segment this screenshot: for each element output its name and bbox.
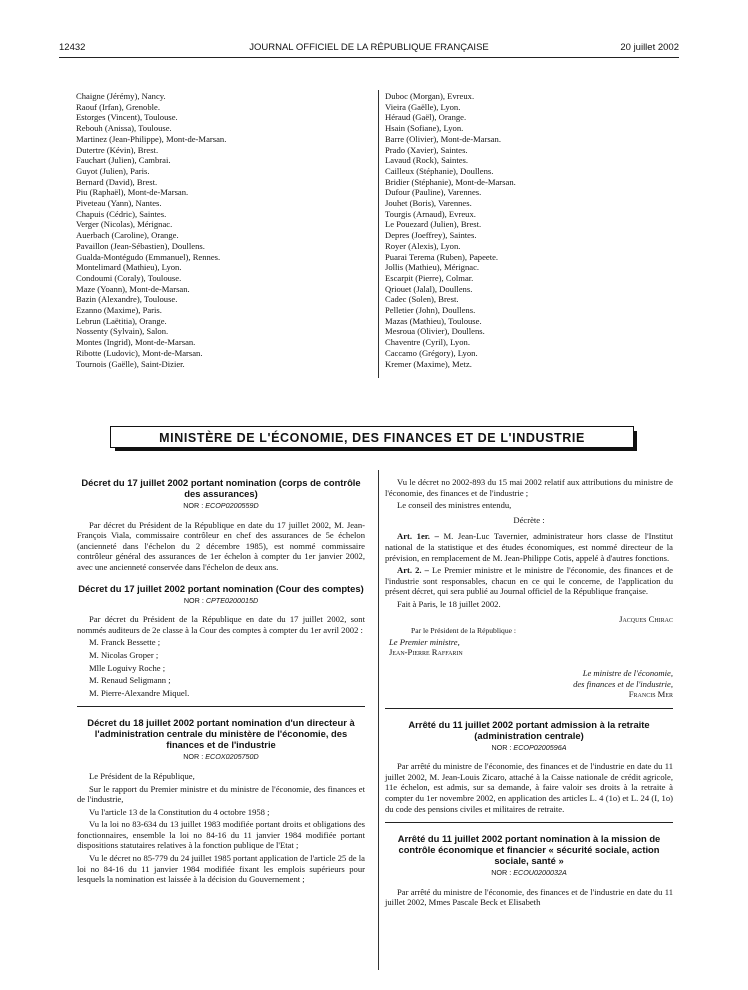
nor-reference: NOR : ECOP0200596A: [491, 742, 567, 752]
name-entry: Pelletier (John), Doullens.: [385, 305, 476, 316]
name-entry: Depres (Joeffrey), Saintes.: [385, 230, 477, 241]
name-entry: Verger (Nicolas), Mérignac.: [76, 219, 173, 230]
name-entry: Condoumi (Coraly), Toulouse.: [76, 272, 182, 283]
name-entry: Royer (Alexis), Lyon.: [385, 240, 461, 251]
name-entry: Nossenty (Sylvain), Salon.: [76, 326, 169, 337]
arrete-body: Par arrêté du ministre de l'économie, des finances et de l'industrie en date du 11 juillet 2002, Mmes Pascale Beck et Elisabeth: [385, 886, 673, 908]
left-column: [77, 477, 365, 887]
ministry-banner: MINISTÈRE DE L'ÉCONOMIE, DES FINANCES ET DE L'INDUSTRIE: [110, 426, 634, 448]
name-entry: Caccamo (Grégory), Lyon.: [385, 347, 478, 358]
name-entry: Tourgis (Arnaud), Evreux.: [385, 208, 476, 219]
decree-title: Décret du 17 juillet 2002 portant nomination (Cour des comptes): [78, 582, 364, 594]
name-entry: Maze (Yoann), Mont-de-Marsan.: [76, 283, 190, 294]
name-entry: Raouf (Irfan), Grenoble.: [76, 101, 160, 112]
name-entry: Duboc (Morgan), Evreux.: [385, 91, 475, 101]
name-entry: Jollis (Mathieu), Mérignac.: [385, 262, 480, 273]
name-entry: Mesroua (Olivier), Doullens.: [385, 326, 485, 337]
section-rule: [77, 706, 365, 707]
visa-paragraph: Sur le rapport du Premier ministre et du ministre de l'économie, des finances et de l'industrie,: [77, 783, 365, 805]
name-entry: Bazin (Alexandre), Toulouse.: [76, 294, 178, 305]
decree-visas: [77, 771, 365, 885]
decree-body: Par décret du Président de la République en date du 17 juillet 2002, M. Jean-François Viala, commissaire contrôleur en chef des assurances de 5e échelon (ancienneté dans l'échelon du 2 décembre 1985), est nommé commissaire contrôleur général des assurances de 1er échelon à compter du 1er janvier 2002, avec une ancienneté conservée dans l'échelon de deux ans.: [77, 519, 365, 572]
name-entry: Chaventre (Cyril), Lyon.: [385, 337, 470, 348]
header-rule: [59, 57, 679, 58]
page-number: 12432: [59, 42, 86, 53]
name-entry: Bernard (David), Brest.: [76, 176, 158, 187]
column-divider-top: [378, 90, 379, 378]
arrete-title: Arrêté du 11 juillet 2002 portant nomination à la mission de contrôle économique et financier « sécurité sociale, action sociale, santé »: [397, 833, 661, 867]
name-entry: Auerbach (Caroline), Orange.: [76, 230, 179, 241]
minister-title-1: Le ministre de l'économie,: [582, 667, 673, 678]
article-2: Art. 2. – Le Premier ministre et le ministre de l'économie, des finances et de l'industrie sont responsables, chacun en ce qui le concerne, de l'application du présent décret, qui sera publié au Journal officiel de la République française.: [385, 565, 673, 597]
name-entry: Pavaillon (Jean-Sébastien), Doullens.: [76, 240, 205, 251]
name-entry: Hsain (Sofiane), Lyon.: [385, 123, 464, 134]
par-le-president: Par le Président de la République :: [411, 626, 517, 636]
name-entry: Kremer (Maxime), Metz.: [385, 358, 472, 369]
name-entry: Chaigne (Jérémy), Nancy.: [76, 91, 166, 101]
name-entry: Mazas (Mathieu), Toulouse.: [385, 315, 482, 326]
name-entry: Montelimard (Mathieu), Lyon.: [76, 262, 182, 273]
arrete-title: Arrêté du 11 juillet 2002 portant admission à la retraite (administration centrale): [408, 718, 650, 741]
decree-title: Décret du 18 juillet 2002 portant nomination d'un directeur à l'administration centrale du ministère de l'économie, des finances et de l'industrie: [87, 717, 355, 751]
signing-place-date: Fait à Paris, le 18 juillet 2002.: [397, 598, 501, 609]
name-entry: Dufour (Pauline), Varennes.: [385, 187, 482, 198]
name-entry: Héraud (Gaël), Orange.: [385, 112, 467, 123]
auditor-item: M. Pierre-Alexandre Miquel.: [89, 687, 190, 698]
auditor-item: M. Renaud Seligmann ;: [89, 675, 171, 686]
name-entry: Lebrun (Laëtitia), Orange.: [76, 315, 167, 326]
name-entry: Montes (Ingrid), Mont-de-Marsan.: [76, 337, 196, 348]
name-entry: Martinez (Jean-Philippe), Mont-de-Marsan.: [76, 133, 227, 144]
name-entry: Dutertre (Kévin), Brest.: [76, 144, 159, 155]
auditor-item: Mlle Loguivy Roche ;: [89, 662, 166, 673]
column-divider-bottom: [378, 470, 379, 970]
name-entry: Fauchart (Julien), Cambrai.: [76, 155, 171, 166]
nor-reference: NOR : ECOP0200559D: [183, 501, 259, 510]
name-entry: Ezanno (Maxime), Paris.: [76, 305, 162, 316]
pm-name: Jean-Pierre Raffarin: [389, 647, 463, 658]
name-entry: Gualda-Montégudo (Emmanuel), Rennes.: [76, 251, 221, 262]
decrete-heading: Décrète :: [513, 514, 545, 525]
names-list-right: [385, 91, 516, 369]
name-entry: Jouhet (Boris), Varennes.: [385, 198, 472, 209]
name-entry: Piu (Raphaël), Mont-de-Marsan.: [76, 187, 189, 198]
name-entry: Le Pouezard (Julien), Brest.: [385, 219, 482, 230]
name-entry: Cailleux (Stéphanie), Doullens.: [385, 165, 494, 176]
name-entry: Escarpit (Pierre), Colmar.: [385, 272, 474, 283]
name-entry: Rebouh (Anissa), Toulouse.: [76, 123, 172, 134]
visa-paragraph: Vu l'article 13 de la Constitution du 4 octobre 1958 ;: [89, 806, 270, 817]
nor-reference: NOR : ECOU0200032A: [491, 868, 567, 878]
auditors-list: [77, 637, 365, 698]
name-entry: Puarai Terema (Ruben), Papeete.: [385, 251, 499, 262]
article-1: Art. 1er. – M. Jean-Luc Tavernier, administrateur hors classe de l'Institut national de la statistique et des études économiques, est nommé directeur de la prévision, en remplacement de M. Jean-Philippe Cotis, appelé à d'autres fonctions.: [385, 531, 673, 563]
name-entry: Cadec (Solen), Brest.: [385, 294, 459, 305]
visa-paragraph: Le Président de la République,: [89, 770, 195, 781]
arrete-body: Par arrêté du ministre de l'économie, des finances et de l'industrie en date du 11 juillet 2002, M. Jean-Louis Zicaro, attaché à la Caisse nationale de crédit agricole, 11e échelon, est admis, sur sa demande, à faire valoir ses droits à la retraite à compter du 1er novembre 2002, en application des articles L. 4 (1o) et L. 24 (I, 1o) du code des pensions civiles et militaires de retraite.: [385, 761, 673, 814]
name-entry: Barre (Olivier), Mont-de-Marsan.: [385, 133, 501, 144]
name-entry: Estorges (Vincent), Toulouse.: [76, 112, 178, 123]
pm-title: Le Premier ministre,: [389, 636, 460, 647]
section-rule: [385, 822, 673, 823]
name-entry: Bridier (Stéphanie), Mont-de-Marsan.: [385, 176, 516, 187]
minister-title-2: des finances et de l'industrie,: [573, 678, 673, 689]
journal-title: JOURNAL OFFICIEL DE LA RÉPUBLIQUE FRANÇAISE: [249, 42, 489, 53]
decree-title: Décret du 17 juillet 2002 portant nomination (corps de contrôle des assurances): [81, 477, 361, 499]
names-list-left: [76, 91, 226, 369]
name-entry: Ribotte (Ludovic), Mont-de-Marsan.: [76, 347, 203, 358]
decree-visa: Vu le décret no 2002-893 du 15 mai 2002 relatif aux attributions du ministre de l'économie, des finances et de l'industrie ;: [385, 477, 673, 498]
right-column: [385, 477, 673, 910]
visa-paragraph: Vu le décret no 85-779 du 24 juillet 1985 portant application de l'article 25 de la loi no 84-16 du 11 janvier 1984 modifiée fixant les emplois supérieurs pour lesquels la nomination est laissée à la décision du Gouvernement ;: [77, 853, 365, 885]
name-entry: Vieira (Gaëlle), Lyon.: [385, 101, 461, 112]
name-entry: Tournois (Gaëlle), Saint-Dizier.: [76, 358, 185, 369]
name-entry: Piveteau (Yann), Nantes.: [76, 198, 162, 209]
name-entry: Qriouet (Jalal), Doullens.: [385, 283, 473, 294]
auditor-item: M. Nicolas Groper ;: [89, 649, 159, 660]
visa-paragraph: Vu la loi no 83-634 du 13 juillet 1983 modifiée portant droits et obligations des fonctionnaires, ensemble la loi no 84-16 du 11 janvier 1984 modifiée portant dispositions statutaires relatives à la fonction publique de l'Etat ;: [77, 819, 365, 851]
nor-reference: NOR : ECOX0205750D: [183, 752, 259, 762]
name-entry: Guyot (Julien), Paris.: [76, 165, 150, 176]
minister-name: Francis Mer: [628, 689, 673, 700]
name-entry: Prado (Xavier), Saintes.: [385, 144, 468, 155]
name-entry: Lavaud (Rock), Saintes.: [385, 155, 469, 166]
decree-body: Par décret du Président de la République en date du 17 juillet 2002, sont nommés auditeurs de 2e classe à la Cour des comptes à compter du 1er avril 2002 :: [77, 614, 365, 635]
nor-reference: NOR : CPTE0200015D: [183, 595, 259, 605]
decree-visa: Le conseil des ministres entendu,: [397, 500, 512, 511]
issue-date: 20 juillet 2002: [620, 42, 679, 53]
section-rule: [385, 708, 673, 709]
auditor-item: M. Franck Bessette ;: [89, 637, 161, 648]
signature-president: Jacques Chirac: [619, 613, 673, 624]
name-entry: Chapuis (Cédric), Saintes.: [76, 208, 167, 219]
page-header: [59, 42, 679, 56]
